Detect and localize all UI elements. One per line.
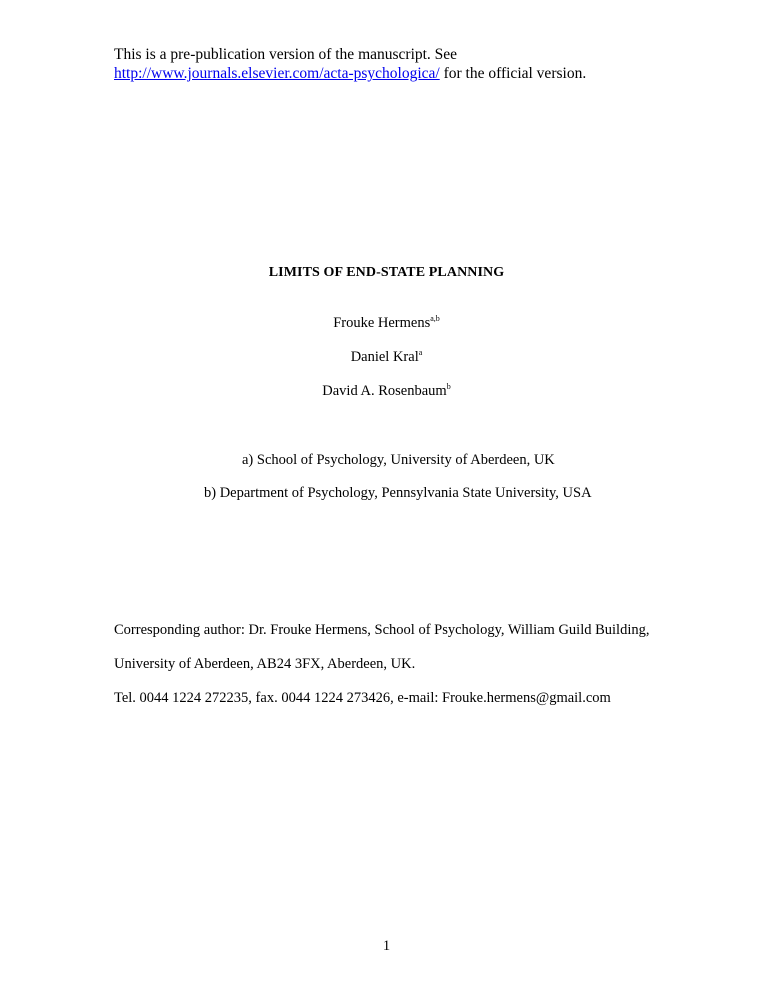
notice-suffix: for the official version. — [439, 65, 587, 82]
author-2 — [0, 349, 773, 366]
page-number: 1 — [382, 938, 391, 954]
author-affil-marker: b — [446, 382, 451, 391]
affiliation-a: a) School of Psychology, University of Aberdeen, UK — [242, 452, 555, 468]
journal-link[interactable]: http://www.journals.elsevier.com/acta-psychologica/ — [114, 65, 440, 82]
author-name: Frouke Hermens — [333, 315, 431, 331]
notice-line-2 — [114, 64, 586, 83]
author-affil-marker: a,b — [430, 314, 440, 323]
author-affil-marker: a — [418, 348, 423, 357]
paper-title: LIMITS OF END-STATE PLANNING — [268, 265, 505, 280]
author-1 — [0, 315, 773, 332]
corresponding-line-3: Tel. 0044 1224 272235, fax. 0044 1224 273426, e-mail: Frouke.hermens@gmail.com — [114, 690, 611, 706]
corresponding-line-1: Corresponding author: Dr. Frouke Hermens, School of Psychology, William Guild Building, — [114, 622, 650, 638]
author-name: Daniel Kral — [350, 349, 419, 365]
prepublication-notice — [114, 45, 586, 83]
corresponding-line-2: University of Aberdeen, AB24 3FX, Aberdeen, UK. — [114, 656, 416, 672]
notice-line-1: This is a pre-publication version of the manuscript. See — [114, 46, 458, 63]
author-name: David A. Rosenbaum — [322, 383, 447, 399]
affiliation-b: b) Department of Psychology, Pennsylvania State University, USA — [204, 485, 592, 501]
author-3 — [0, 383, 773, 400]
